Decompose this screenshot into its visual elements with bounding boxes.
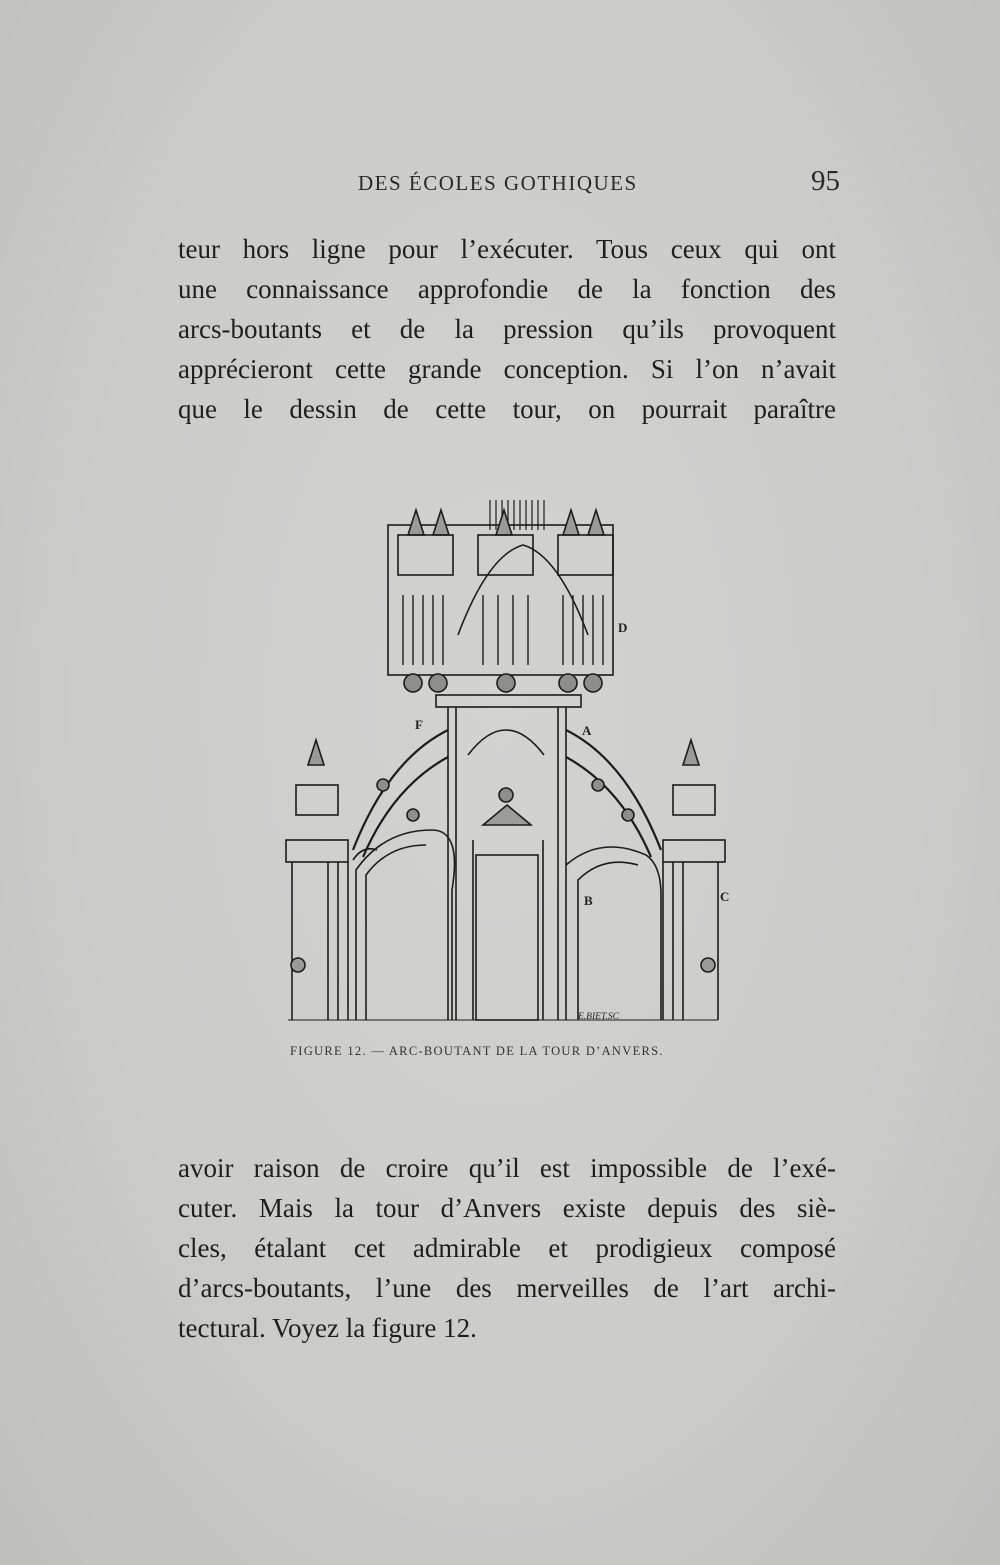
text-line: cuter. Mais la tour d’Anvers existe depuis des siè- [178,1193,836,1223]
paragraph-bottom [178,1148,836,1348]
figure-label-c: C [720,889,730,904]
engraver-signature: E.BIET.SC [578,1012,619,1022]
running-title: DES ÉCOLES GOTHIQUES [358,171,638,195]
paragraph-top [178,229,836,429]
figure-label-d: D [618,620,628,635]
engraving-flying-buttress [268,495,738,1030]
text-line: teur hors ligne pour l’exécuter. Tous ceux qui ont [178,234,836,264]
figure-label-f: F [415,717,423,732]
text-line: une connaissance approfondie de la fonction des [178,274,836,304]
text-line: cles, étalant cet admirable et prodigieux composé [178,1233,836,1263]
figure-illustration [268,495,738,1030]
page-header [178,165,840,205]
figure-label-b: B [584,893,593,908]
figure-label-a: A [582,723,592,738]
page-number: 95 [811,165,840,197]
figure-caption: FIGURE 12. — ARC-BOUTANT DE LA TOUR D’ANVERS. [290,1044,664,1058]
text-line: tectural. Voyez la figure 12. [178,1313,477,1343]
text-line: que le dessin de cette tour, on pourrait paraître [178,394,836,424]
text-line: d’arcs-boutants, l’une des merveilles de l’art archi- [178,1273,836,1303]
text-line: apprécieront cette grande conception. Si l’on n’avait [178,354,836,384]
text-line: avoir raison de croire qu’il est impossible de l’exé- [178,1153,836,1183]
text-line: arcs-boutants et de la pression qu’ils provoquent [178,314,836,344]
